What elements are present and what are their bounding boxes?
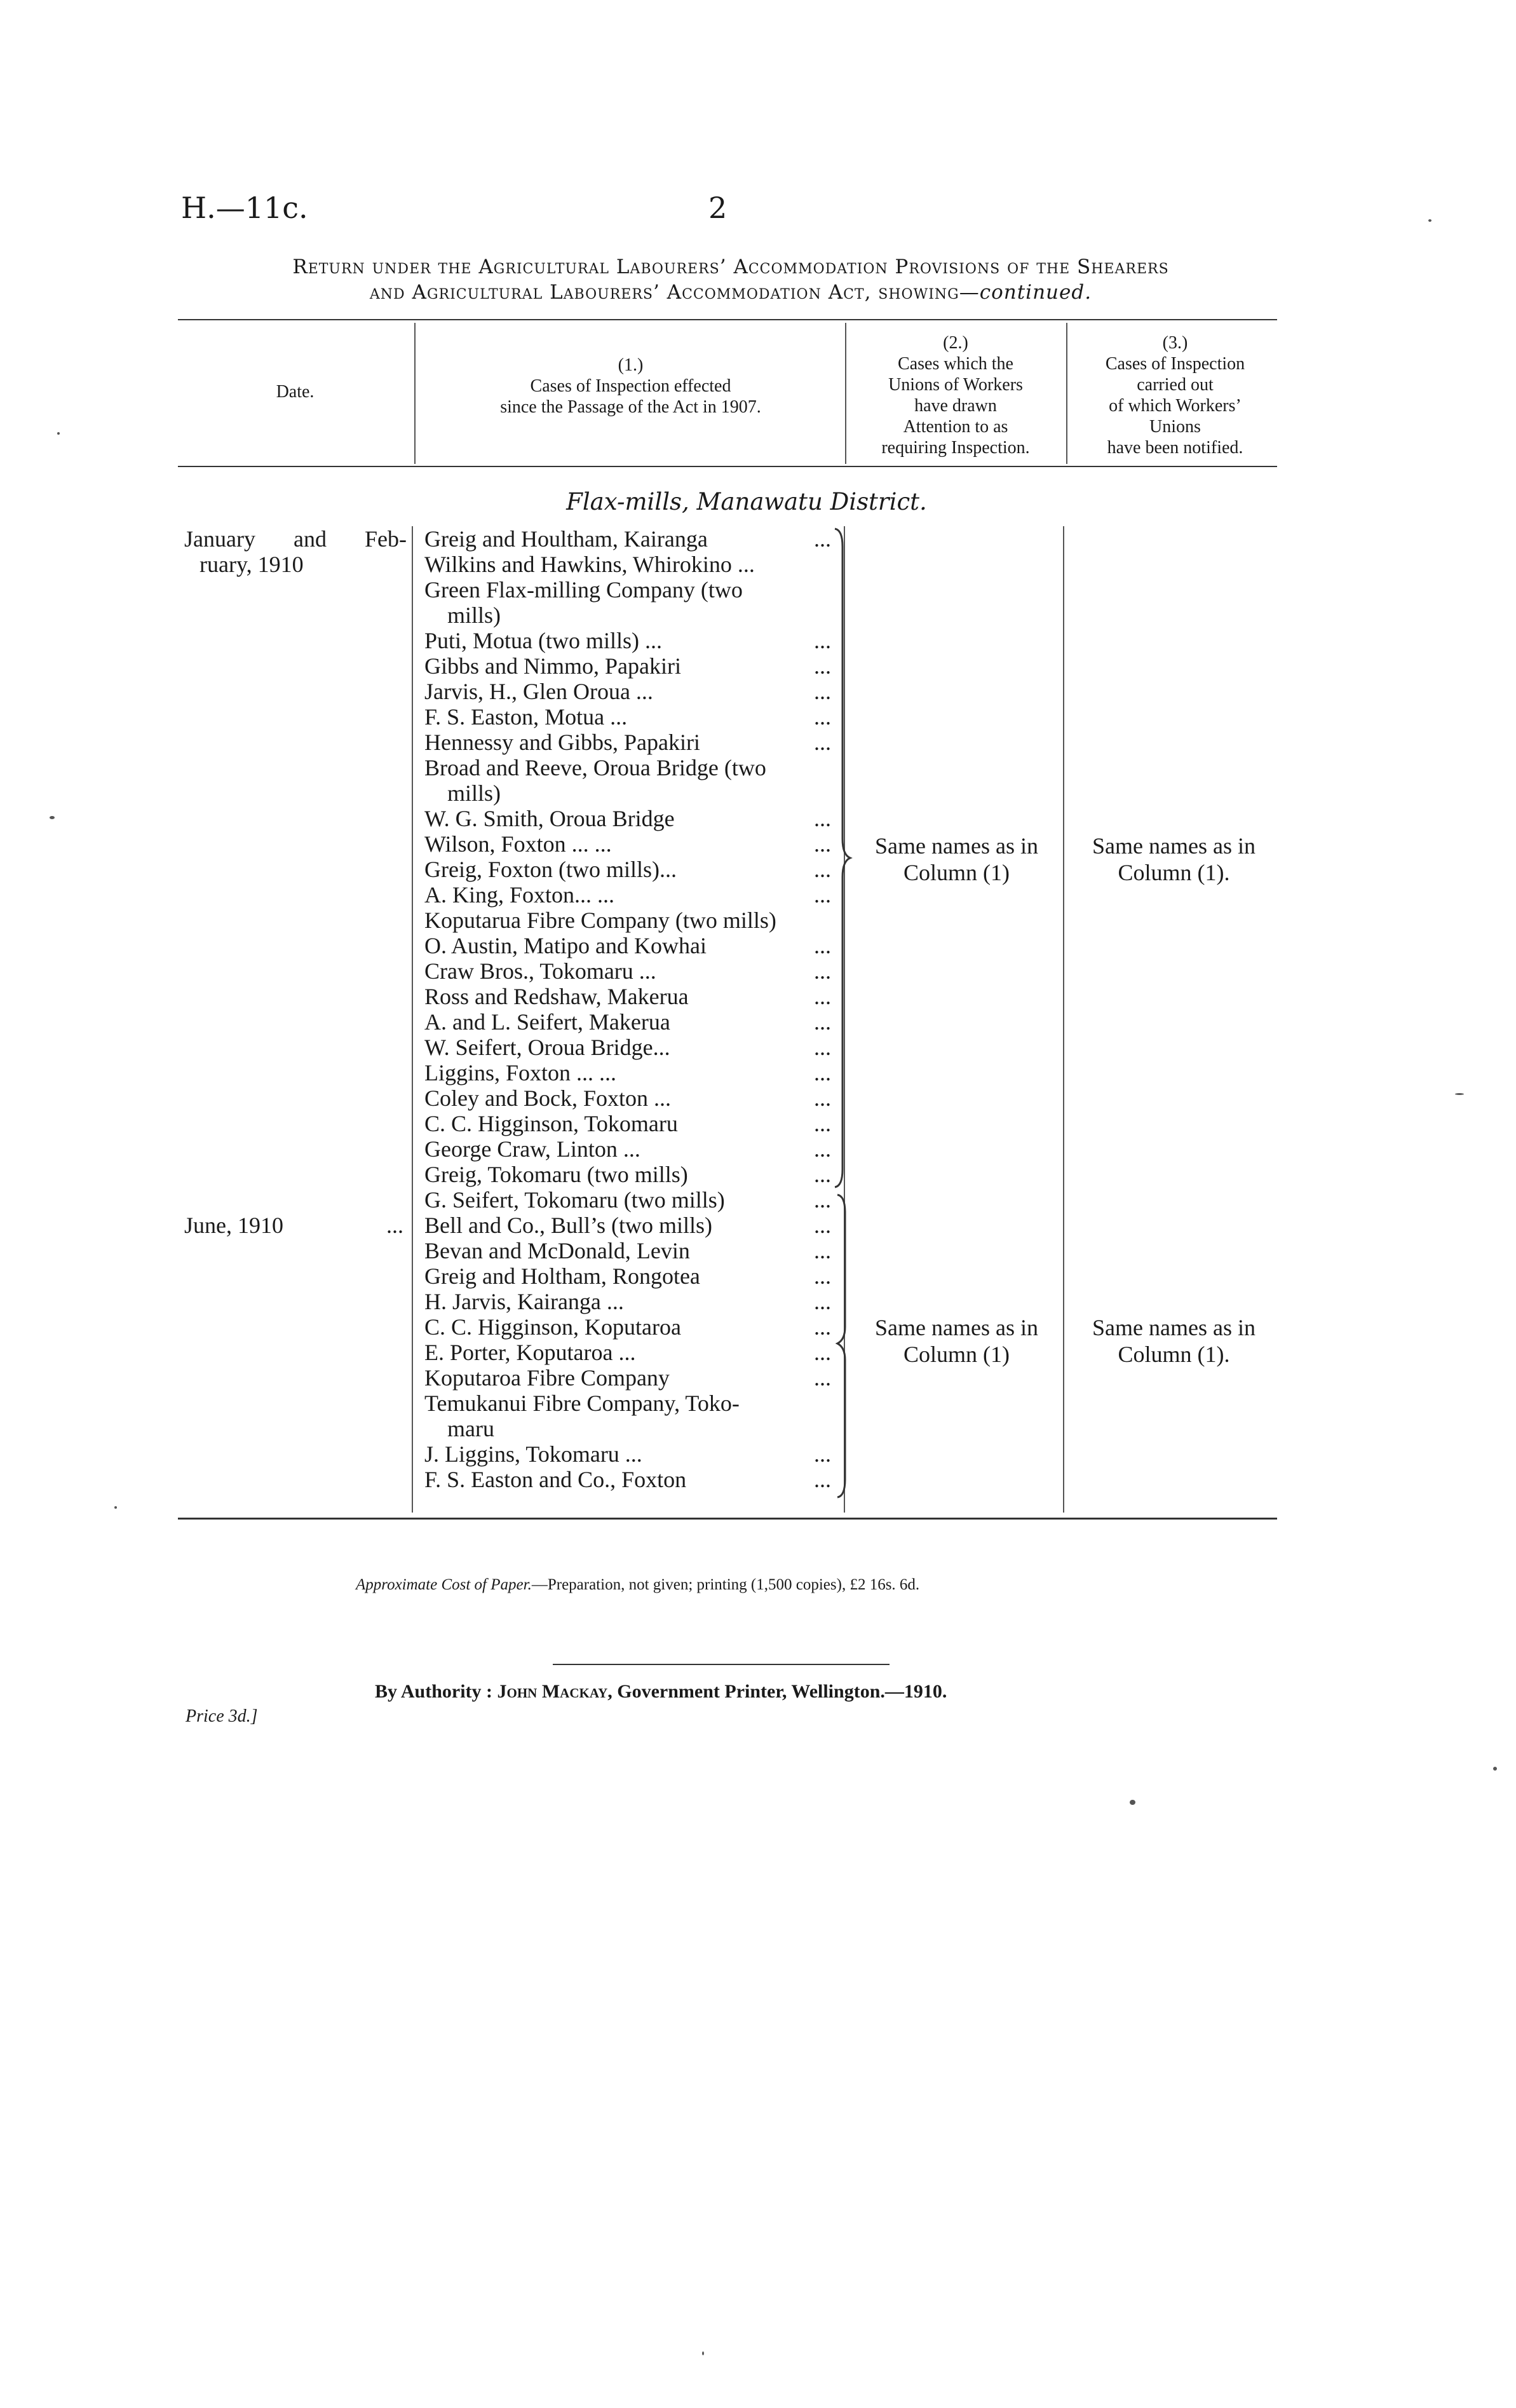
leader-dots: ... — [814, 1467, 831, 1492]
mill-entry — [424, 1162, 831, 1187]
mill-list-group-2 — [424, 1187, 831, 1492]
header-col1-line: (1.) — [618, 355, 644, 375]
date-dots: ... — [386, 1213, 403, 1238]
mill-entry-text: W. G. Smith, Oroua Bridge — [424, 806, 675, 831]
mill-entry-text: A. King, Foxton... ... — [424, 882, 615, 908]
mill-entry — [424, 1289, 831, 1314]
header-col2-line: Attention to as — [903, 417, 1008, 437]
mill-entry-text: A. and L. Seifert, Makerua — [424, 1009, 670, 1035]
header-col2-line: have drawn — [914, 396, 997, 416]
mill-entry-text: F. S. Easton and Co., Foxton — [424, 1467, 687, 1492]
col2-line: Same names as in — [875, 833, 1038, 859]
mill-entry — [424, 577, 831, 602]
leader-dots: ... — [814, 806, 831, 831]
mill-entry — [424, 1391, 831, 1416]
column-divider-3 — [1066, 323, 1067, 464]
mill-entry — [424, 1187, 831, 1213]
leader-dots: ... — [814, 882, 831, 908]
mill-entry-text: Jarvis, H., Glen Oroua ... — [424, 679, 653, 704]
mill-entry-text: J. Liggins, Tokomaru ... — [424, 1441, 642, 1467]
leader-dots: ... — [814, 1365, 831, 1391]
scan-speck — [114, 1506, 117, 1509]
mill-entry — [424, 1340, 831, 1365]
col3-line: Column (1). — [1118, 1342, 1230, 1367]
mill-entry-text: Greig and Holtham, Rongotea — [424, 1263, 700, 1289]
leader-dots: ... — [814, 1187, 831, 1213]
mill-entry-text: Gibbs and Nimmo, Papakiri — [424, 653, 681, 679]
header-bottom-rule — [178, 466, 1277, 467]
price: Price 3d.] — [186, 1706, 258, 1726]
mill-entry — [424, 1009, 831, 1035]
col2-line: Same names as in — [875, 1315, 1038, 1340]
mill-entry — [424, 1314, 831, 1340]
mill-entry — [424, 704, 831, 730]
mill-entry — [424, 628, 831, 653]
authority-line — [375, 1681, 947, 1703]
mill-entry-text: Koputaroa Fibre Company — [424, 1365, 670, 1391]
mill-entry — [424, 831, 831, 857]
footer-rule — [553, 1664, 890, 1665]
col3-line: Same names as in — [1092, 1315, 1255, 1340]
leader-dots: ... — [814, 831, 831, 857]
date-line: ruary, 1910 — [200, 552, 304, 577]
mill-entry — [424, 730, 831, 755]
mill-entry-text: Hennessy and Gibbs, Papakiri — [424, 730, 700, 755]
mill-entry-text: Temukanui Fibre Company, Toko- — [424, 1391, 740, 1416]
mill-entry-text: W. Seifert, Oroua Bridge... — [424, 1035, 670, 1060]
leader-dots: ... — [814, 857, 831, 882]
mill-entry-text: F. S. Easton, Motua ... — [424, 704, 628, 730]
document-reference: H.—11c. — [181, 191, 308, 225]
leader-dots: ... — [814, 704, 831, 730]
col3-group-2 — [1067, 1314, 1280, 1368]
mill-entry-text: Bevan and McDonald, Levin — [424, 1238, 690, 1263]
mill-entry-text: C. C. Higginson, Koputaroa — [424, 1314, 681, 1340]
leader-dots: ... — [814, 653, 831, 679]
mill-entry-text: Green Flax-milling Company (two — [424, 577, 743, 602]
leader-dots: ... — [814, 1060, 831, 1085]
date-line: January and Feb- — [184, 526, 407, 552]
header-col2-line: (2.) — [943, 333, 968, 353]
mill-entry — [424, 602, 831, 628]
table-title-line-2 — [178, 281, 1283, 304]
scan-speck — [702, 2351, 704, 2355]
leader-dots: ... — [814, 958, 831, 984]
leader-dots: ... — [814, 1111, 831, 1136]
scan-speck — [1428, 219, 1431, 222]
mill-entry — [424, 1035, 831, 1060]
scan-speck — [50, 816, 55, 819]
mill-entry-text: Wilson, Foxton ... ... — [424, 831, 612, 857]
leader-dots: ... — [814, 730, 831, 755]
mill-entry — [424, 806, 831, 831]
mill-entry-text: Craw Bros., Tokomaru ... — [424, 958, 656, 984]
mill-entry-text: Broad and Reeve, Oroua Bridge (two — [424, 755, 766, 780]
leader-dots: ... — [814, 526, 831, 552]
authority-prefix: By Authority : — [375, 1681, 493, 1702]
mill-entry-text: mills) — [447, 780, 501, 806]
header-col2-line: requiring Inspection. — [881, 438, 1030, 458]
mill-entry — [424, 552, 831, 577]
table-title-line-1: Return under the Agricultural Labourers’ Accommodation Provisions of the Shearers — [292, 255, 1169, 278]
mill-entry — [424, 780, 831, 806]
scan-speck — [1130, 1800, 1135, 1805]
mill-entry — [424, 1085, 831, 1111]
printer-name: John Mackay — [497, 1681, 608, 1702]
col3-line: Column (1). — [1118, 860, 1230, 885]
mill-entry — [424, 1263, 831, 1289]
section-heading: Flax-mills, Manawatu District. — [566, 488, 927, 515]
leader-dots: ... — [814, 628, 831, 653]
mill-entry-text: Greig, Foxton (two mills)... — [424, 857, 677, 882]
mill-entry-text: H. Jarvis, Kairanga ... — [424, 1289, 624, 1314]
leader-dots: ... — [814, 1136, 831, 1162]
col2-group-1 — [850, 833, 1063, 886]
header-col3-line: Cases of Inspection — [1105, 354, 1245, 374]
header-col1-line: since the Passage of the Act in 1907. — [500, 397, 761, 417]
mill-entry-text: Greig, Tokomaru (two mills) — [424, 1162, 688, 1187]
mill-entry-text: Wilkins and Hawkins, Whirokino ... — [424, 552, 755, 577]
leader-dots: ... — [814, 1314, 831, 1340]
column-divider-1-body — [412, 526, 413, 1513]
cost-label: Approximate Cost of Paper. — [356, 1576, 532, 1593]
leader-dots: ... — [814, 1213, 831, 1238]
title-line-2-main: and Agricultural Labourers’ Accommodation Act, showing— — [369, 281, 980, 304]
mill-entry-text: C. C. Higginson, Tokomaru — [424, 1111, 678, 1136]
mill-list-group-1 — [424, 526, 831, 1187]
mill-entry-text: mills) — [447, 602, 501, 628]
date-group-1 — [184, 526, 407, 577]
cost-text: —Preparation, not given; printing (1,500 copies), £2 16s. 6d. — [531, 1576, 920, 1593]
mill-entry-text: Koputarua Fibre Company (two mills) — [424, 908, 776, 933]
col3-line: Same names as in — [1092, 833, 1255, 859]
leader-dots: ... — [814, 1009, 831, 1035]
mill-entry — [424, 1238, 831, 1263]
mill-entry-text: maru — [447, 1416, 494, 1441]
leader-dots: ... — [814, 1035, 831, 1060]
leader-dots: ... — [814, 1162, 831, 1187]
mill-entry-text: Puti, Motua (two mills) ... — [424, 628, 663, 653]
column-divider-1 — [414, 323, 416, 464]
mill-entry — [424, 882, 831, 908]
leader-dots: ... — [814, 1340, 831, 1365]
mill-entry — [424, 1213, 831, 1238]
scan-speck — [1455, 1093, 1464, 1095]
mill-entry — [424, 653, 831, 679]
col2-line: Column (1) — [904, 1342, 1010, 1367]
header-col3-line: have been notified. — [1107, 438, 1243, 458]
leader-dots: ... — [814, 1289, 831, 1314]
header-col3-line: Unions — [1149, 417, 1201, 437]
header-column-1 — [419, 355, 842, 418]
mill-entry — [424, 755, 831, 780]
leader-dots: ... — [814, 1441, 831, 1467]
header-col1-line: Cases of Inspection effected — [530, 376, 731, 396]
table-bottom-rule — [178, 1518, 1277, 1520]
mill-entry — [424, 1365, 831, 1391]
leader-dots: ... — [814, 1238, 831, 1263]
leader-dots: ... — [814, 984, 831, 1009]
header-col2-line: Unions of Workers — [888, 375, 1023, 395]
mill-entry — [424, 1441, 831, 1467]
mill-entry — [424, 1111, 831, 1136]
header-col3-line: of which Workers’ — [1109, 396, 1242, 416]
title-line-2-italic: continued. — [979, 281, 1092, 304]
col2-group-2 — [850, 1314, 1063, 1368]
mill-entry-text: O. Austin, Matipo and Kowhai — [424, 933, 707, 958]
mill-entry — [424, 984, 831, 1009]
header-col3-line: (3.) — [1162, 333, 1188, 353]
col3-group-1 — [1067, 833, 1280, 886]
date-group-2 — [184, 1213, 403, 1238]
leader-dots: ... — [814, 1085, 831, 1111]
mill-entry — [424, 1416, 831, 1441]
header-column-2 — [848, 332, 1064, 458]
mill-entry — [424, 679, 831, 704]
mill-entry — [424, 857, 831, 882]
mill-entry — [424, 908, 831, 933]
mill-entry-text: Greig and Houltham, Kairanga — [424, 526, 708, 552]
leader-dots: ... — [814, 933, 831, 958]
date-line: June, 1910 — [184, 1213, 283, 1238]
mill-entry-text: Coley and Bock, Foxton ... — [424, 1085, 671, 1111]
mill-entry-text: E. Porter, Koputaroa ... — [424, 1340, 636, 1365]
scan-speck — [57, 432, 60, 435]
table-top-rule — [178, 319, 1277, 320]
cost-of-paper — [356, 1576, 919, 1594]
mill-entry — [424, 526, 831, 552]
mill-entry-text: Liggins, Foxton ... ... — [424, 1060, 617, 1085]
scan-speck — [1493, 1767, 1497, 1771]
leader-dots: ... — [814, 679, 831, 704]
mill-entry — [424, 1467, 831, 1492]
column-divider-2 — [845, 323, 846, 464]
page-number: 2 — [708, 191, 728, 225]
header-col2-line: Cases which the — [898, 354, 1013, 374]
mill-entry — [424, 958, 831, 984]
mill-entry-text: G. Seifert, Tokomaru (two mills) — [424, 1187, 725, 1213]
column-divider-3-body — [1063, 526, 1064, 1513]
header-date: Date. — [276, 382, 315, 402]
header-col3-line: carried out — [1137, 375, 1214, 395]
mill-entry — [424, 1060, 831, 1085]
header-column-3 — [1069, 332, 1282, 458]
col2-line: Column (1) — [904, 860, 1010, 885]
mill-entry — [424, 933, 831, 958]
mill-entry-text: Ross and Redshaw, Makerua — [424, 984, 689, 1009]
mill-entry-text: Bell and Co., Bull’s (two mills) — [424, 1213, 713, 1238]
mill-entry — [424, 1136, 831, 1162]
authority-rest: , Government Printer, Wellington.—1910. — [607, 1681, 947, 1702]
mill-entry-text: George Craw, Linton ... — [424, 1136, 640, 1162]
leader-dots: ... — [814, 1263, 831, 1289]
